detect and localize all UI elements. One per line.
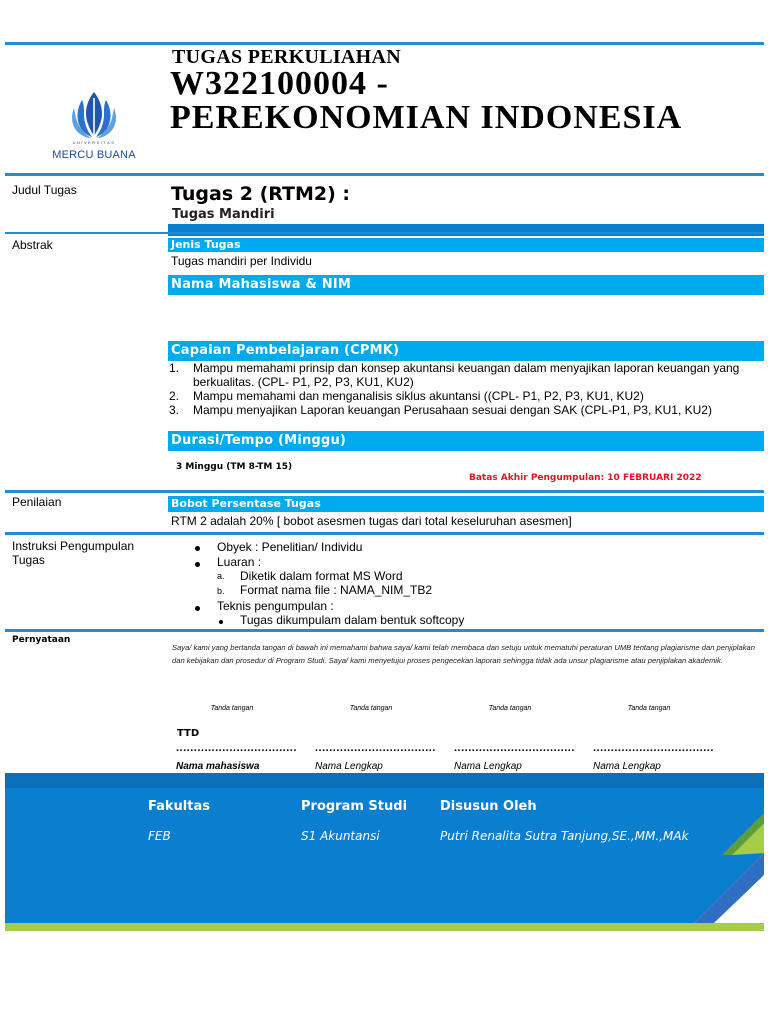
prodi-label: Program Studi bbox=[301, 799, 408, 814]
bobot-value: RTM 2 adalah 20% [ bobot asesmen tugas dari total keseluruhan asesmen] bbox=[171, 514, 572, 528]
bullet-icon bbox=[195, 562, 200, 567]
abstrak-label: Abstrak bbox=[12, 238, 53, 252]
footer bbox=[5, 773, 764, 923]
signature-line: .................................. bbox=[315, 742, 436, 754]
jenis-tugas-heading: Jenis Tugas bbox=[168, 238, 764, 252]
signature-name: Nama Lengkap bbox=[593, 761, 661, 772]
signature-line: .................................. bbox=[593, 742, 714, 754]
document-type: TUGAS PERKULIAHAN bbox=[172, 46, 402, 68]
footer-bottom-strip bbox=[5, 923, 764, 931]
jenis-tugas-value: Tugas mandiri per Individu bbox=[171, 254, 312, 268]
signature-label: Tanda tangan bbox=[488, 705, 532, 712]
signature-name: Nama mahasiswa bbox=[176, 761, 260, 772]
instruksi-divider bbox=[5, 629, 764, 632]
signature-name: Nama Lengkap bbox=[315, 761, 383, 772]
logo-small-text: UNIVERSITAS bbox=[72, 140, 116, 145]
signature-column bbox=[446, 705, 586, 712]
bobot-heading: Bobot Persentase Tugas bbox=[168, 496, 764, 512]
list-item: Teknis pengumpulan : bbox=[217, 599, 334, 613]
statement-text: Saya/ kami yang bertanda tangan di bawah ini memahami bahwa saya/ kami telah membaca dan setuju untuk mematuhi peraturan UMB tentang plagiarisme dan penjiplakan dan kebijakan dan prosedur di Program Studi. Saya/ kami menyetujui proses pengecekan laporan sehingga tidak ada unsur plagiarisme atau penjiplakan akademik. bbox=[172, 643, 755, 665]
signature-name: Nama Lengkap bbox=[454, 761, 522, 772]
footer-band bbox=[5, 773, 764, 788]
list-item: Obyek : Penelitian/ Individu bbox=[217, 540, 363, 554]
course-code: W322100004 - bbox=[170, 65, 389, 102]
course-name: PEREKONOMIAN INDONESIA bbox=[170, 99, 683, 136]
deadline-text: Batas Akhir Pengumpulan: 10 FEBRUARI 2022 bbox=[469, 473, 702, 483]
section-band bbox=[168, 224, 764, 236]
cpmk-list bbox=[169, 361, 759, 417]
signature-line: .................................. bbox=[454, 742, 575, 754]
mercu-buana-logo-icon bbox=[44, 88, 144, 140]
signature-label: Tanda tangan bbox=[349, 705, 393, 712]
bullet-icon bbox=[219, 620, 223, 624]
signature-column bbox=[307, 705, 447, 712]
list-marker: a. bbox=[217, 571, 225, 581]
list-item: 3. Mampu menyajikan Laporan keuangan Perusahaan sesuai dengan SAK (CPL-P1, P3, KU1, KU2) bbox=[169, 403, 712, 417]
list-item: Format nama file : NAMA_NIM_TB2 bbox=[240, 583, 433, 597]
list-item: Tugas dikumpulam dalam bentuk softcopy bbox=[240, 613, 465, 627]
assignment-subtitle: Tugas Mandiri bbox=[172, 207, 275, 222]
abstrak-divider bbox=[5, 490, 764, 493]
university-logo bbox=[44, 88, 144, 164]
fakultas-value: FEB bbox=[148, 829, 171, 843]
disusun-label: Disusun Oleh bbox=[440, 799, 537, 814]
pernyataan-label: Pernyataan bbox=[12, 635, 71, 645]
cpmk-heading: Capaian Pembelajaran (CPMK) bbox=[168, 341, 764, 361]
logo-name: MERCU BUANA bbox=[52, 149, 136, 161]
penilaian-label: Penilaian bbox=[12, 495, 62, 509]
list-item: Diketik dalam format MS Word bbox=[240, 569, 403, 583]
signature-column bbox=[168, 705, 308, 712]
bullet-icon bbox=[195, 606, 200, 611]
durasi-heading: Durasi/Tempo (Minggu) bbox=[168, 431, 764, 451]
top-divider bbox=[5, 42, 764, 45]
bullet-icon bbox=[195, 546, 200, 551]
penilaian-divider bbox=[5, 532, 764, 535]
signature-line: .................................. bbox=[176, 742, 297, 754]
disusun-value: Putri Renalita Sutra Tanjung,SE.,MM.,MAk bbox=[440, 829, 689, 843]
list-item: 2. Mampu memahami dan menganalisis siklus akuntansi ((CPL- P1, P2, P3, KU1, KU2) bbox=[169, 389, 644, 403]
list-item: 1. Mampu memahami prinsip dan konsep akuntansi keuangan dalam menyajikan laporan keuangan yang berkualitas. (CPL- P1, P2, P3, KU1, KU2) bbox=[169, 361, 740, 389]
list-marker: b. bbox=[217, 586, 225, 596]
judul-label: Judul Tugas bbox=[12, 183, 77, 197]
signature-column bbox=[585, 705, 725, 712]
assignment-title: Tugas 2 (RTM2) : bbox=[171, 183, 351, 205]
footer-decoration-icon bbox=[674, 813, 764, 923]
durasi-value: 3 Minggu (TM 8-TM 15) bbox=[176, 462, 293, 472]
nama-nim-heading: Nama Mahasiswa & NIM bbox=[168, 275, 764, 295]
signature-label: Tanda tangan bbox=[210, 705, 254, 712]
prodi-value: S1 Akuntansi bbox=[301, 829, 380, 843]
fakultas-label: Fakultas bbox=[148, 799, 210, 814]
header-divider bbox=[5, 173, 764, 176]
ttd-label: TTD bbox=[177, 728, 200, 739]
signature-label: Tanda tangan bbox=[627, 705, 671, 712]
list-item: Luaran : bbox=[217, 555, 262, 569]
judul-divider bbox=[5, 232, 764, 234]
instruksi-label: Instruksi Pengumpulan Tugas bbox=[12, 539, 135, 567]
